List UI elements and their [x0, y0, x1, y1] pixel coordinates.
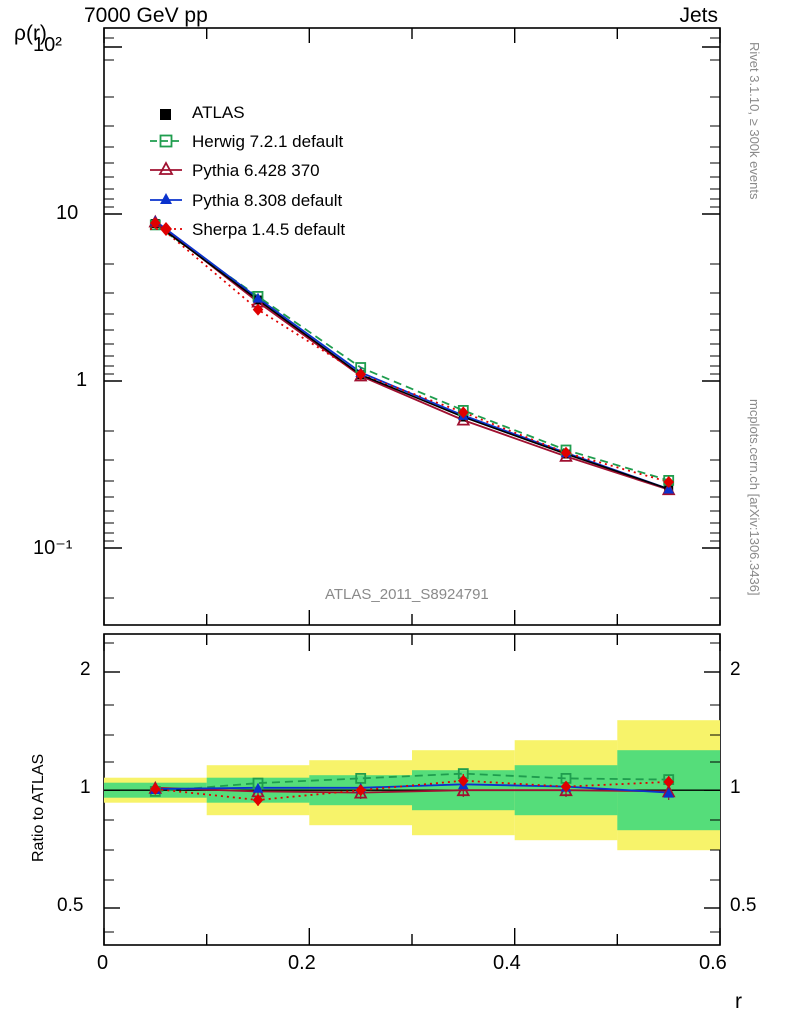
ratio-ytick-label-right-0: 2	[730, 659, 741, 680]
legend-label-sherpa: Sherpa 1.4.5 default	[192, 220, 346, 239]
arxiv-reference-label: mcplots.cern.ch [arXiv:1306.3436]	[747, 399, 762, 596]
ratio-ytick-label-left-1: 1	[80, 777, 91, 798]
legend-label-herwig: Herwig 7.2.1 default	[192, 132, 344, 151]
series-line-herwig	[155, 225, 668, 481]
main-ytick-label-0: 10²	[33, 34, 62, 56]
ratio-ytick-label-right-2: 0.5	[730, 895, 757, 916]
series-line-pythia6	[155, 222, 668, 490]
xtick-label-2: 0.4	[493, 952, 521, 974]
analysis-watermark: ATLAS_2011_S8924791	[325, 586, 489, 603]
xtick-label-1: 0.2	[288, 952, 316, 974]
header-left-label: 7000 GeV pp	[84, 4, 208, 27]
ratio-ytick-label-right-1: 1	[730, 777, 741, 798]
markers-atlas	[151, 219, 673, 494]
legend-label-pythia8: Pythia 8.308 default	[192, 191, 343, 210]
ratio-y-axis-label: Ratio to ATLAS	[30, 753, 47, 862]
markers-pythia8	[150, 216, 674, 494]
main-y-axis-label: ρ(r)	[14, 22, 47, 45]
main-ytick-label-1: 10	[56, 202, 79, 224]
main-ytick-label-3: 10⁻¹	[33, 537, 73, 559]
legend-label-pythia6: Pythia 6.428 370	[192, 161, 320, 180]
markers-herwig	[151, 220, 673, 485]
xtick-label-0: 0	[97, 952, 109, 974]
main-series-group	[150, 216, 674, 495]
series-line-sherpa	[155, 223, 668, 482]
ratio-ytick-label-left-2: 0.5	[57, 895, 84, 916]
rivet-version-label: Rivet 3.1.10, ≥ 300k events	[747, 42, 762, 200]
markers-pythia6	[150, 217, 674, 495]
header-right-label: Jets	[679, 4, 718, 27]
legend-label-atlas: ATLAS	[192, 103, 245, 122]
ratio-ytick-label-left-0: 2	[80, 659, 91, 680]
series-line-pythia8	[155, 221, 668, 489]
xtick-label-3: 0.6	[699, 952, 727, 974]
x-axis-label: r	[735, 990, 742, 1013]
main-ytick-label-2: 1	[76, 369, 88, 391]
markers-sherpa	[150, 217, 674, 488]
series-line-atlas	[155, 224, 668, 490]
